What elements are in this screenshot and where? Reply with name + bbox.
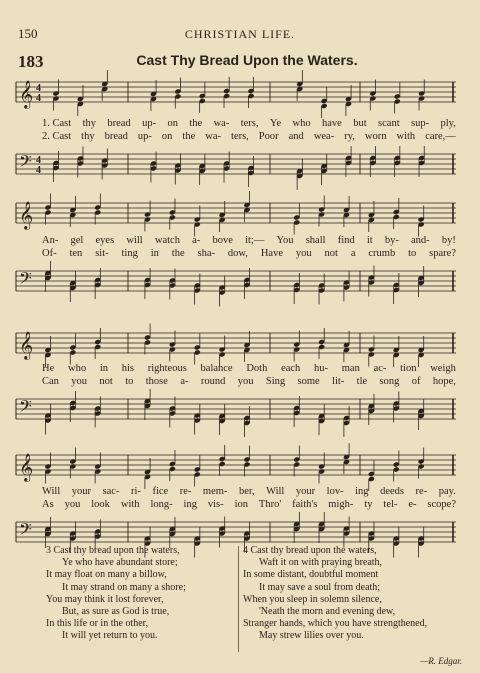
lyric-syllable: and (288, 131, 304, 142)
lyric-line-verse-1 (42, 118, 456, 129)
lyric-syllable: with (120, 499, 140, 510)
lyric-syllable: eyes (95, 235, 115, 246)
lyric-syllable: sac- (102, 486, 120, 497)
lyric-line-verse-2 (42, 376, 456, 387)
lyric-syllable: ters, (231, 131, 249, 142)
lyric-syllable: You (276, 235, 294, 246)
lyric-syllable: lit- (332, 376, 345, 387)
lyric-syllable: dow, (227, 248, 248, 259)
lyric-syllable: in (99, 363, 108, 374)
lyric-syllable: bread (107, 118, 131, 129)
verse-line: It may save a soul from death; (259, 581, 381, 593)
verse-3 (46, 545, 186, 643)
verse-line: 'Neath the morn and evening dew, (259, 606, 396, 618)
running-title: CHRISTIAN LIFE. (184, 27, 296, 41)
lyric-syllable: tle (356, 376, 368, 387)
lyric-syllable: re- (415, 486, 428, 497)
treble-clef-icon: 𝄞 (19, 201, 34, 229)
time-signature: 4 (36, 93, 41, 104)
lyric-syllable: not (324, 248, 338, 259)
verse-4 (243, 545, 427, 643)
lyric-syllable: migh- (328, 499, 354, 510)
time-signature: 4 (36, 155, 41, 166)
verse-line: It may float on many a billow, (46, 569, 167, 581)
lyric-syllable: ac- (373, 363, 387, 374)
lyric-syllable: Ye (269, 118, 282, 129)
lyric-syllable: ion (234, 499, 248, 510)
treble-staff (16, 325, 456, 365)
lyric-syllable: righteous (147, 363, 187, 374)
lyric-syllable: Sing (265, 376, 286, 387)
lyric-syllable: it;— (245, 235, 265, 246)
lyric-syllable: ri- (131, 486, 141, 497)
lyric-syllable: will (126, 235, 143, 246)
lyric-syllable: wa- (213, 118, 230, 129)
lyric-syllable: He (42, 363, 55, 374)
lyric-syllable: the (171, 248, 185, 259)
lyric-syllable: a- (192, 235, 201, 246)
lyric-syllable: who (67, 363, 87, 374)
lyric-syllable: e- (408, 499, 417, 510)
lyric-syllable: sit- (95, 248, 109, 259)
lyric-syllable: of (411, 376, 421, 387)
verse-line: It will yet return to you. (62, 630, 158, 642)
lyric-syllable: ty (364, 499, 373, 510)
lyric-line-verse-2 (42, 248, 456, 259)
author-credit: —R. Edgar. (420, 656, 462, 666)
verse-line: May strew lilies over you. (259, 630, 364, 642)
lyric-syllable: have (322, 118, 342, 129)
lyric-syllable: but (353, 118, 367, 129)
lyric-syllable: ber, (238, 486, 255, 497)
lyric-syllable: you (295, 248, 312, 259)
lyric-syllable: Doth (246, 363, 268, 374)
lyric-syllable: weigh (430, 363, 456, 374)
lyric-syllable: vis- (207, 499, 224, 510)
lyric-syllable: ry, (344, 131, 355, 142)
lyric-syllable: gel (70, 235, 84, 246)
lyric-line-verse-1 (42, 363, 456, 374)
lyric-syllable: Have (260, 248, 283, 259)
bass-staff (16, 146, 456, 186)
verse-line: Waft it on with praying breath, (259, 557, 383, 569)
lyric-syllable: ing (183, 499, 197, 510)
lyric-syllable: thy (81, 131, 95, 142)
lyric-syllable: An- (42, 235, 59, 246)
lyric-syllable: on (161, 131, 173, 142)
lyric-line-verse-1 (42, 235, 456, 246)
lyric-line-verse-2 (42, 131, 456, 142)
lyric-syllable: balance (200, 363, 233, 374)
lyric-syllable: shall (305, 235, 326, 246)
verse-line: 3 Cast thy bread upon the waters, (46, 545, 180, 556)
lyric-syllable: long- (150, 499, 173, 510)
lyric-syllable: it (366, 235, 373, 246)
treble-clef-icon: 𝄞 (19, 80, 34, 108)
lyric-syllable: his (121, 363, 134, 374)
lyric-syllable: Thro' (258, 499, 282, 510)
lyric-syllable: scope? (427, 499, 456, 510)
hymn-number: 183 (18, 52, 44, 71)
lyric-syllable: to (125, 376, 134, 387)
lyric-syllable: 2. Cast (42, 131, 72, 142)
lyric-syllable: sha- (197, 248, 216, 259)
bass-clef-icon: 𝄢 (19, 268, 32, 292)
bass-clef-icon: 𝄢 (19, 396, 32, 420)
lyric-syllable: watch (154, 235, 180, 246)
verse-line: In some distant, doubtful moment (243, 569, 379, 581)
bass-staff (16, 263, 456, 303)
lyric-syllable: a- (180, 376, 189, 387)
lyric-syllable: your (71, 486, 92, 497)
lyric-syllable: spare? (429, 248, 456, 259)
lyric-line-verse-2 (42, 499, 456, 510)
lyric-syllable: worn (364, 131, 387, 142)
lyric-syllable: a (350, 248, 356, 259)
lyric-syllable: tel- (383, 499, 398, 510)
lyric-syllable: Will (266, 486, 285, 497)
lyric-syllable: ing (355, 486, 369, 497)
lyric-syllable: you (71, 376, 88, 387)
lyric-syllable: 1. Cast (42, 118, 72, 129)
lyric-syllable: song (379, 376, 400, 387)
lyric-syllable: by! (441, 235, 456, 246)
verse-line: When you sleep in solemn silence, (243, 593, 382, 605)
treble-clef-icon: 𝄞 (19, 331, 34, 359)
lyric-syllable: the (182, 131, 196, 142)
page-number: 150 (18, 26, 38, 41)
time-signature: 4 (36, 83, 41, 94)
verse-line: Ye who have abundant store; (62, 557, 178, 569)
lyric-syllable: in (150, 248, 159, 259)
verse-line: Stranger hands, which you have strengthened, (243, 618, 428, 630)
lyric-syllable: you (64, 499, 81, 510)
lyric-syllable: you (237, 376, 254, 387)
lyric-syllable: tion (400, 363, 417, 374)
lyric-syllable: lov- (326, 486, 344, 497)
verse-divider (238, 546, 239, 652)
lyric-syllable: by- (384, 235, 399, 246)
lyric-syllable: up- (142, 118, 157, 129)
lyric-syllable: ting (121, 248, 138, 259)
lyric-syllable: Will (42, 486, 61, 497)
lyric-syllable: who (292, 118, 311, 129)
treble-staff (16, 195, 456, 235)
lyric-syllable: round (200, 376, 226, 387)
verse-line: In this life or in the other, (46, 618, 149, 630)
lyric-syllable: bove (212, 235, 233, 246)
lyric-syllable: As (42, 499, 54, 510)
verse-line: It may strand on many a shore; (62, 581, 186, 593)
lyric-syllable: Can (42, 376, 59, 387)
lyric-syllable: with (396, 131, 416, 142)
lyric-syllable: fice (152, 486, 169, 497)
treble-staff (16, 447, 456, 487)
lyric-syllable: wa- (205, 131, 221, 142)
hymn-title: Cast Thy Bread Upon the Waters. (136, 52, 358, 68)
lyric-syllable: and- (411, 235, 430, 246)
verse-line: But, as sure as God is true, (62, 606, 170, 618)
lyric-syllable: man (341, 363, 360, 374)
lyric-syllable: those (145, 376, 168, 387)
lyric-syllable: care,— (425, 131, 456, 142)
lyric-syllable: pay. (438, 486, 456, 497)
lyric-syllable: deeds (380, 486, 404, 497)
verse-line: 4 Cast thy bread upon the waters, (243, 545, 377, 556)
lyric-syllable: up- (137, 131, 152, 142)
lyric-line-verse-1 (42, 486, 456, 497)
lyric-syllable: not (99, 376, 113, 387)
lyric-syllable: re- (179, 486, 192, 497)
bass-staff (16, 391, 456, 431)
lyric-syllable: ters, (240, 118, 259, 129)
lyric-syllable: Poor (258, 131, 279, 142)
lyric-syllable: Of- (42, 248, 57, 259)
lyric-syllable: look (91, 499, 110, 510)
lyric-syllable: hu- (314, 363, 329, 374)
lyric-syllable: the (189, 118, 203, 129)
lyric-syllable: find (337, 235, 355, 246)
lyric-syllable: sup- (411, 118, 430, 129)
lyric-syllable: crumb (368, 248, 396, 259)
lyric-syllable: each (281, 363, 301, 374)
lyric-syllable: scant (378, 118, 400, 129)
treble-staff (16, 74, 456, 114)
lyric-syllable: some (297, 376, 320, 387)
time-signature: 4 (36, 165, 41, 176)
lyric-syllable: your (295, 486, 316, 497)
treble-clef-icon: 𝄞 (19, 453, 34, 481)
lyric-syllable: thy (82, 118, 96, 129)
lyric-syllable: ply, (440, 118, 456, 129)
lyric-syllable: bread (104, 131, 128, 142)
lyric-syllable: ten (69, 248, 83, 259)
lyric-syllable: on (167, 118, 178, 129)
lyric-syllable: faith's (292, 499, 318, 510)
lyric-syllable: mem- (202, 486, 228, 497)
verse-line: You may think it lost forever, (46, 593, 164, 605)
lyric-syllable: to (408, 248, 417, 259)
lyric-syllable: hope, (432, 376, 456, 387)
lyric-syllable: wea- (313, 131, 335, 142)
running-head (18, 26, 462, 42)
bass-clef-icon: 𝄢 (19, 519, 32, 543)
bass-clef-icon: 𝄢 (19, 151, 32, 175)
